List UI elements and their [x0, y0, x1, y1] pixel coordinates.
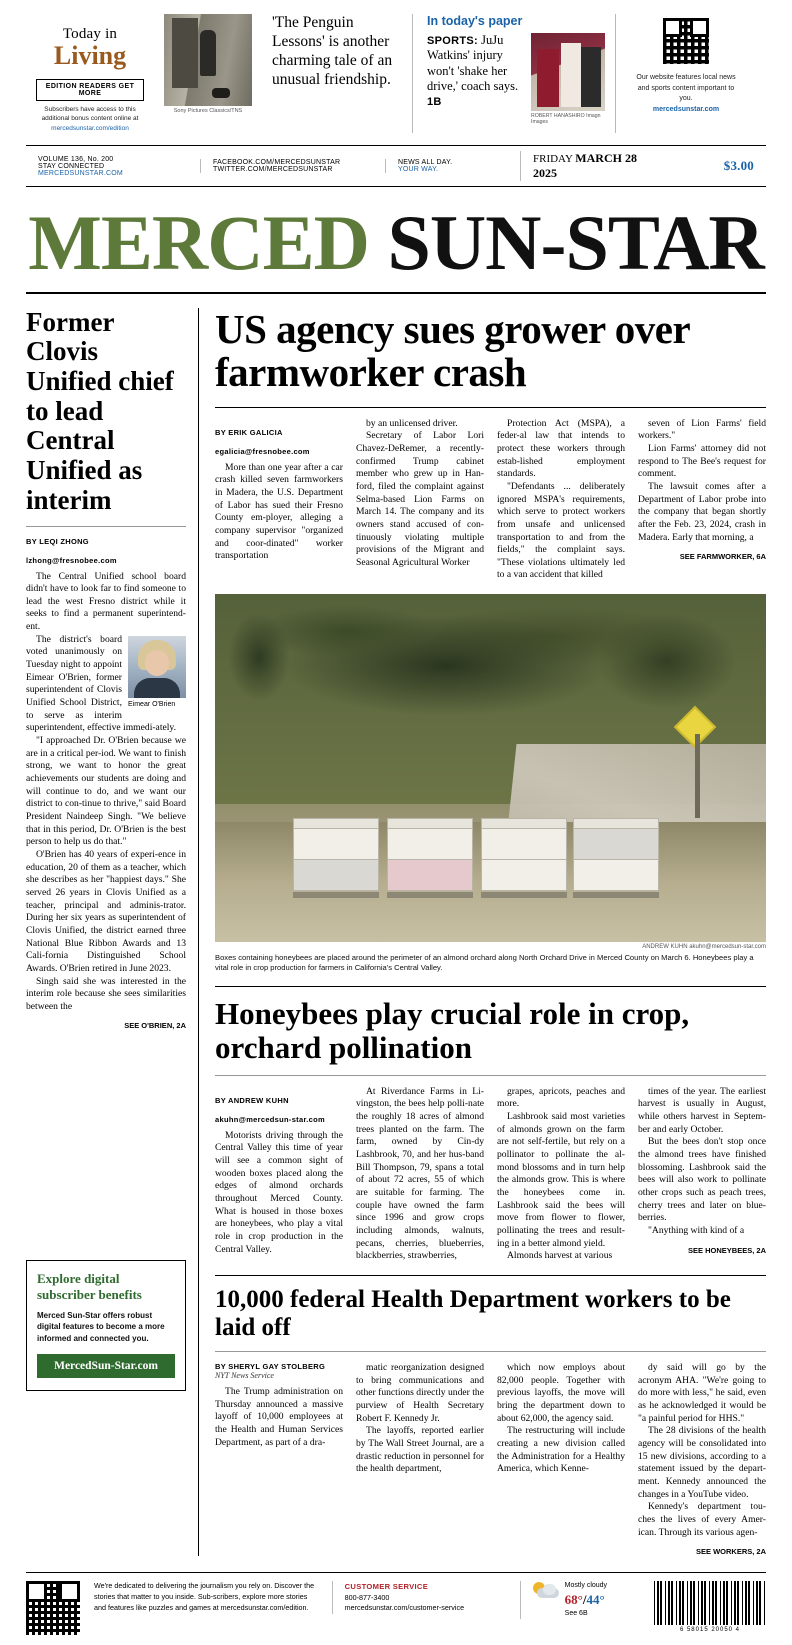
lead-c3-p2: "Defendants ... deliberately ignored MSPA's requirements, which serve to protect workers from unsafe and unlicensed transportation to and from the fields," the complaint says. "These violations ultimately led to a van accident that killed	[497, 480, 625, 581]
health-c3-p1: which now employs about 82,000 people. Together with previous layoffs, the move will bring the department down to about 62,000, the agency said.	[497, 1362, 625, 1424]
folio-volume: VOLUME 136, No. 200	[38, 155, 114, 163]
bee-c3-p2: Lashbrook said most varieties of almonds grown on the farm are not self-fertile, but rely on a pollinator to pollinate the al-mond blossoms and in turn help the almonds grow. This is where the honeybees come in. Lashbrook said the bees will move from flower to flower, pollinating the trees and result-ing in a better almond yield.	[497, 1111, 625, 1249]
hive-stand	[481, 892, 567, 898]
bee-col-3	[497, 1086, 625, 1263]
penguin-teaser-headline: 'The Penguin Lessons' is another charming tale of an unusual friendship.	[272, 14, 393, 88]
photo-man	[200, 30, 216, 76]
bee-c1-p1: Motorists driving through the Central Valley this time of year will see a common sight of wooden boxes placed along the edges of almond orchards throughout Merced County. What is housed in those boxes are honeybees, who play a vital role in crop production in the Central Valley.	[215, 1129, 343, 1255]
teaser-living-label: Living	[53, 41, 127, 70]
sports-photo-credit: ROBERT HANASHIRO Imagn Images	[531, 113, 601, 125]
left-p1: The Central Unified school board didn't have to look far to find someone to lead the west Fresno district while it seeks to find a permanent superintend-ent.	[26, 570, 186, 633]
photo-player-red	[537, 49, 559, 107]
bee-story-byline: BY ANDREW KUHN	[215, 1095, 289, 1105]
weather-high: 68°	[564, 1592, 583, 1607]
sports-photo	[531, 33, 605, 125]
beehive-orchard-photo	[215, 594, 766, 942]
divider	[215, 1275, 766, 1276]
folio-news-all-day: NEWS ALL DAY.	[398, 159, 453, 167]
bee-c2-p1: At Riverdance Farms in Li-vingston, the bees help polli-nate the roughly 18 acres of almond trees planted on the farm. The farm, owned by Cin-dy Lashbrook, 70, and her hus-band Bill Thompson, 79, spans a total of about 72 acres, 55 of which are suitable for farming. The couple have owned the farm since 1996 and grow crops including almonds, walnuts, pecans, cherries, blueberries, blackberries, strawberries,	[356, 1085, 484, 1262]
health-c4-p1: dy said will go by the acronym AHA. "We're going to do more with less," he said, even as he acknowledged it would be "a painful period for HHS."	[638, 1362, 766, 1424]
teaser-website-qr[interactable]	[615, 14, 750, 133]
folio-newsallday-block	[385, 159, 520, 173]
main-column	[199, 305, 766, 1557]
sports-teaser-text[interactable]	[427, 33, 523, 125]
lead-c4-p3: The lawsuit comes after a Department of Labor probe into the company that began shortly after the Feb. 23, 2024, crash in Madera. Early that morning, a	[638, 480, 766, 543]
hive-lid	[293, 818, 379, 829]
folio-social-block	[200, 159, 385, 173]
lead-c1-p1: More than one year after a car crash killed seven farmworkers in Madera, the U.S. Department of Labor has sued their Fresno County em-ployer, alleging a company supervisor "organized and coor-dinated" worker transportation	[215, 461, 343, 562]
in-todays-paper-label: In today's paper	[427, 14, 523, 28]
qr-text: Our website features local news and sports content important to you.	[636, 74, 736, 102]
bee-col-1	[215, 1086, 343, 1263]
customer-service-phone[interactable]: 800-877-3400	[344, 1592, 390, 1602]
qr-code-icon[interactable]	[26, 1581, 80, 1635]
divider	[215, 1351, 766, 1352]
bee-c4-p1: times of the year. The earliest harvest is usually in August, while others harvest in Septem-ber and early October.	[638, 1085, 766, 1135]
sports-teaser-body: JuJu Watkins' injury won't 'shake her drive,' coach says.	[427, 33, 519, 93]
left-p3: "I approached Dr. O'Brien because we are in a critical per-iod. We want to finish strong, we want to honor the great achievements our students are doing and will continue to do, and we want our district to con-tinue to thrive," said Board President Naindeep Singh. "We believe that in this period, Dr. O'Brien is the best person to help us do that."	[26, 735, 186, 848]
lead-story-columns	[215, 418, 766, 583]
folio-date-block	[520, 151, 672, 181]
nameplate-title	[26, 199, 766, 287]
health-c3-p2: The restructuring will include creating a new division called the Administration for a Healthy America, which Kenne-	[497, 1425, 625, 1475]
folio-weekday: FRIDAY	[533, 153, 573, 166]
bottom-qr-block[interactable]	[26, 1581, 80, 1635]
promo-title: Explore digital subscriber benefits	[37, 1271, 142, 1303]
penguin-movie-still	[164, 14, 252, 106]
hive-body	[481, 829, 567, 860]
health-c2-p1: matic reorganization designed to bring communications and other functions directly under the purview of Health Secretary Robert F. Kennedy Jr.	[356, 1362, 484, 1424]
left-p2: The district's board voted unanimously on Tuesday night to appoint Eimear O'Brien, former superintendent of Clovis Unified School District, to serve as interim superintendent, effective immedi-ately.	[26, 633, 176, 734]
weather-description: Mostly cloudy	[564, 1582, 608, 1590]
barcode-number: 6 58015 20050 4	[679, 1627, 741, 1634]
hive-body	[387, 829, 473, 860]
health-story-columns	[215, 1362, 766, 1556]
hive-body-lower	[387, 860, 473, 891]
teaser-penguin-photo	[154, 14, 262, 133]
lead-story-jump[interactable]: SEE FARMWORKER, 6A	[679, 552, 766, 562]
hive-stand	[573, 892, 659, 898]
weather-text	[565, 1581, 607, 1619]
left-story-headline[interactable]: Former Clovis Unified chief to lead Central Unified as interim	[26, 306, 174, 515]
bee-story-jump[interactable]: SEE HONEYBEES, 2A	[688, 1245, 766, 1255]
lead-c4-p1: seven of Lion Farms' field workers."	[638, 417, 766, 442]
hive-lid	[387, 818, 473, 829]
mug-face	[145, 650, 169, 676]
nameplate-sunstar: SUN-STAR	[387, 199, 764, 287]
bee-c4-p2: But the bees don't stop once the almond trees have finished blossoming. Lashbrook said the bees will also work to pollinate other crops such as peach trees, cherry trees and later on blue-berries.	[638, 1136, 766, 1224]
lead-c2-p1: by an unlicensed driver.	[366, 417, 458, 429]
folio-date: MARCH 28 2025	[533, 151, 637, 181]
mug-body	[134, 678, 180, 698]
left-p5: Singh said she was interested in the interim role because she sees similarities between the	[26, 975, 186, 1012]
nameplate-merced: MERCED	[28, 199, 369, 287]
left-story-body	[26, 571, 186, 1014]
beehive-box	[293, 818, 379, 898]
hive-lid	[481, 818, 567, 829]
mugshot-image	[128, 636, 186, 698]
mugshot-block	[128, 636, 186, 710]
hive-stand	[293, 892, 379, 898]
lead-c3-p1: Protection Act (MSPA), a feder-al law that intends to protect these workers through estab-lished employment standards.	[497, 417, 625, 480]
lead-col-2	[356, 418, 484, 583]
health-story-headline[interactable]: 10,000 federal Health Department workers to be laid off	[215, 1286, 731, 1341]
lead-c4-p2: Lion Farms' attorney did not respond to The Bee's request for comment.	[638, 442, 766, 480]
barcode-block	[654, 1581, 766, 1633]
hive-body-lower	[481, 860, 567, 891]
bee-story-columns	[215, 1086, 766, 1263]
left-story-email[interactable]: lzhong@fresnobee.com	[26, 555, 117, 565]
health-c1-p1: The Trump administration on Thursday announced a massive layoff of 10,000 employees at the Health and Human Services Department, as part of a dra-	[215, 1386, 343, 1448]
hive-stand	[387, 892, 473, 898]
photo-credit: ANDREW KUHN akuhn@mercedsun-star.com	[642, 944, 766, 951]
edition-subtext	[36, 105, 144, 133]
health-col-2	[356, 1362, 484, 1556]
partly-cloudy-icon	[533, 1581, 559, 1601]
photo-door	[172, 18, 198, 88]
lead-story-byline: BY ERIK GALICIA	[215, 427, 283, 437]
hive-lid	[573, 818, 659, 829]
photo-penguin	[212, 88, 230, 98]
folio-twitter[interactable]: TWITTER.COM/MERCEDSUNSTAR	[213, 166, 333, 174]
health-story-jump[interactable]: SEE WORKERS, 2A	[695, 1547, 766, 1557]
teaser-today-label: Today in	[62, 26, 118, 42]
customer-service-block	[332, 1581, 506, 1614]
divider	[215, 986, 766, 987]
health-story-org: NYT News Service	[215, 1371, 274, 1381]
hive-body	[573, 829, 659, 860]
bottom-promo-text: We're dedicated to delivering the journalism you rely on. Discover the stories that matter to you inside. Sub-scribers, explore more stories and features like puzzles and games at mercedsunstar.com/edition.	[94, 1581, 315, 1612]
sports-label: SPORTS:	[427, 35, 478, 47]
divider	[26, 526, 186, 527]
lead-col-3	[497, 418, 625, 583]
lead-story-email[interactable]: egalicia@fresnobee.com	[215, 446, 310, 456]
lead-col-1	[215, 418, 343, 583]
edition-badge: EDITION READERS GET MORE	[36, 79, 144, 101]
health-c4-p3: Kennedy's department tou-ches the lives of every Amer-ican. Through its various agen-	[638, 1501, 766, 1538]
customer-service-label: CUSTOMER SERVICE	[344, 1582, 429, 1592]
folio-volume-block	[26, 156, 200, 177]
hive-body-lower	[293, 860, 379, 891]
health-c4-p2: The 28 divisions of the health agency will be consolidated into 15 new divisions, according to a statement issued by the depart-ment. Kennedy announced the changes in a YouTube video.	[638, 1425, 766, 1500]
folio-stay-connected	[38, 163, 188, 177]
bee-story-headline[interactable]: Honeybees play crucial role in crop, orchard pollination	[215, 995, 690, 1065]
folio-facebook[interactable]: FACEBOOK.COM/MERCEDSUNSTAR	[213, 159, 341, 167]
bee-col-4	[638, 1086, 766, 1263]
photo-player-white	[561, 43, 581, 107]
bottom-bar	[26, 1572, 766, 1635]
sports-page-ref: 1B	[427, 96, 442, 109]
left-story-byline: BY LEQI ZHONG	[26, 536, 89, 546]
weather-temp-separator: /	[582, 1592, 587, 1607]
qr-code-icon[interactable]	[659, 14, 713, 68]
digital-subscriber-promo[interactable]	[26, 1260, 186, 1391]
penguin-photo-credit: Sony Pictures Classics/TNS	[173, 108, 243, 114]
bee-story-email[interactable]: akuhn@mercedsun-star.com	[215, 1114, 325, 1124]
qr-website-link[interactable]: mercedsunstar.com	[652, 105, 720, 113]
lead-c2-p2: Secretary of Labor Lori Chavez-DeRemer, a recently-confirmed Trump cabinet member who grew up in Han-ford, filed the complaint against Selma-based Lion Farms on March 14. The company and its owners stand accused of con-tinuously violating multiple provisions of the Migrant and Seasonal Agricultural Worker	[356, 430, 484, 568]
beehive-box	[573, 818, 659, 898]
photo-caption: Boxes containing honeybees are placed around the perimeter of an almond orchard along North Orchard Drive in Merced County on March 6. Honeybees play a vital role in crop production for farmers in California's Central Valley.	[215, 953, 754, 973]
cloud-shape-2	[543, 1584, 556, 1595]
customer-service-link[interactable]: mercedsunstar.com/customer-service	[344, 1603, 465, 1613]
sports-photo-image	[531, 33, 605, 111]
promo-body: Merced Sun-Star offers robust digital features to become a more informed and connected you.	[37, 1310, 165, 1343]
beehive-box	[387, 818, 473, 898]
weather-page-ref: See 6B	[564, 1610, 588, 1618]
beehive-box	[481, 818, 567, 898]
folio-bar	[26, 145, 766, 187]
teaser-today-in-living[interactable]	[26, 14, 154, 133]
weather-temps	[565, 1591, 607, 1609]
photo-sign-post	[695, 734, 700, 818]
bee-c4-p3: "Anything with kind of a	[648, 1225, 745, 1237]
left-p4: O'Brien has 40 years of experi-ence in education, 20 of them as a teacher, which she describes as her "happiest days." She served 26 years in Clovis Unified as a teacher, principal and adminis-trator. During her six years as superintendent of Clovis Unified, the district earned three National Blue Ribbon Awards and 13 Cali-fornia Distinguished School Awards. O'Brien retired in June 2023.	[26, 848, 186, 974]
health-c2-p2: The layoffs, reported earlier by The Wall Street Journal, are a drastic reduction in personnel for the health department,	[356, 1425, 484, 1475]
edition-link[interactable]: mercedsunstar.com/edition	[51, 124, 129, 132]
hive-body-lower	[573, 860, 659, 891]
photo-coach	[581, 47, 601, 107]
weather-block[interactable]	[520, 1581, 640, 1619]
left-column	[26, 308, 199, 1557]
promo-button[interactable]: MercedSun-Star.com	[37, 1354, 175, 1378]
qr-text-block	[632, 73, 740, 115]
weather-low: 44°	[586, 1592, 605, 1607]
divider	[215, 1075, 766, 1076]
teaser-penguin-text[interactable]	[262, 14, 413, 133]
health-col-4	[638, 1362, 766, 1556]
bee-c3-p1: grapes, apricots, peaches and more.	[497, 1085, 625, 1110]
hive-body	[293, 829, 379, 860]
edition-subtext-body: Subscribers have access to this additional bonus content online at	[41, 106, 139, 123]
health-col-3	[497, 1362, 625, 1556]
bee-col-2	[356, 1086, 484, 1263]
health-col-1	[215, 1362, 343, 1556]
folio-price: $3.00	[723, 158, 754, 174]
health-story-byline: BY SHERYL GAY STOLBERG	[215, 1362, 326, 1372]
folio-stay-connected-label: STAY CONNECTED	[38, 162, 105, 170]
lead-photo-block	[215, 594, 766, 974]
lead-story-headline[interactable]: US agency sues grower over farmworker crash	[215, 305, 690, 396]
nameplate	[26, 187, 766, 293]
teaser-in-todays-paper	[413, 14, 615, 133]
lead-col-4	[638, 418, 766, 583]
left-story-jump[interactable]: SEE O'BRIEN, 2A	[124, 1021, 186, 1031]
folio-site-link[interactable]: MERCEDSUNSTAR.COM	[38, 169, 123, 177]
mugshot-caption: Eimear O'Brien	[128, 700, 176, 708]
divider	[215, 407, 766, 408]
bee-c3-p3: Almonds harvest at various	[507, 1250, 613, 1262]
top-teaser-strip	[0, 0, 792, 139]
main-content	[0, 305, 792, 1557]
folio-your-way: YOUR WAY.	[398, 166, 439, 174]
